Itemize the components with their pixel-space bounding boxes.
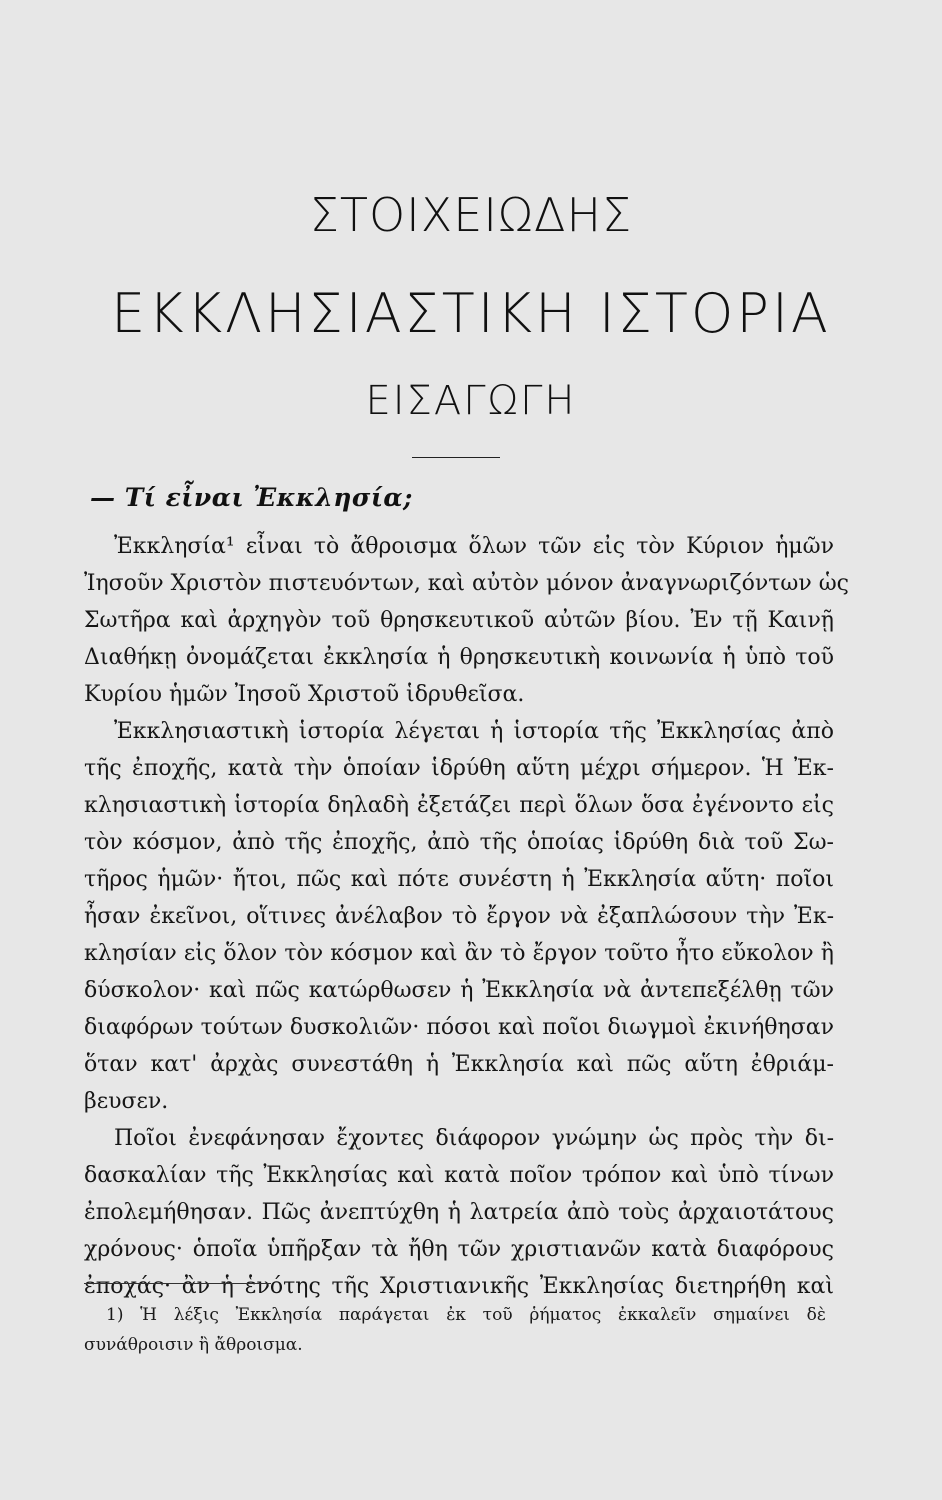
body-line: Ἰησοῦν Χριστὸν πιστευόντων, καὶ αὐτὸν μόνον ἀναγνωριζόντων ὡς — [84, 571, 849, 596]
body-line: Ποῖοι ἐνεφάνησαν ἔχοντες διάφορον γνώμην ὡς πρὸς τὴν δι- — [114, 1126, 834, 1151]
body-line: Σωτῆρα καὶ ἀρχηγὸν τοῦ θρησκευτικοῦ αὐτῶν βίου. Ἐν τῇ Καινῇ — [84, 608, 834, 633]
question-heading: — Τί εἶναι Ἐκκλησία; — [90, 483, 413, 512]
title-line-1: ΣΤΟΙΧΕΙΩΔΗΣ — [309, 188, 633, 242]
body-line: δασκαλίαν τῆς Ἐκκλησίας καὶ κατὰ ποῖον τρόπον καὶ ὑπὸ τίνων — [84, 1163, 834, 1188]
body-line: τῆρος ἡμῶν· ἤτοι, πῶς καὶ πότε συνέστη ἡ Ἐκκλησία αὕτη· ποῖοι — [84, 867, 834, 892]
body-line: Κυρίου ἡμῶν Ἰησοῦ Χριστοῦ ἱδρυθεῖσα. — [84, 682, 525, 707]
body-line: ἐπολεμήθησαν. Πῶς ἀνεπτύχθη ἡ λατρεία ἀπὸ τοὺς ἀρχαιοτάτους — [84, 1200, 834, 1225]
body-line: δύσκολον· καὶ πῶς κατώρθωσεν ἡ Ἐκκλησία νὰ ἀντεπεξέλθῃ τῶν — [84, 978, 834, 1003]
body-line: κλησίαν εἰς ὅλον τὸν κόσμον καὶ ἂν τὸ ἔργον τοῦτο ἦτο εὔκολον ἢ — [84, 941, 834, 966]
body-line: ἐποχάς· ἂν ἡ ἑνότης τῆς Χριστιανικῆς Ἐκκλησίας διετηρήθη καὶ — [84, 1274, 834, 1299]
body-line: ἦσαν ἐκεῖνοι, οἵτινες ἀνέλαβον τὸ ἔργον νὰ ἐξαπλώσουν τὴν Ἐκ- — [84, 904, 834, 929]
title-line-2: ΕΚΚΛΗΣΙΑΣΤΙΚΗ ΙΣΤΟΡΙΑ — [111, 282, 831, 345]
title-divider — [412, 457, 500, 458]
footnote-line: συνάθροισιν ἢ ἄθροισμα. — [84, 1335, 303, 1355]
body-line: βευσεν. — [84, 1089, 169, 1114]
body-line: διαφόρων τούτων δυσκολιῶν· πόσοι καὶ ποῖοι διωγμοὶ ἐκινήθησαν — [84, 1015, 834, 1040]
section-heading: ΕΙΣΑΓΩΓΗ — [365, 378, 577, 424]
body-line: ὅταν κατ' ἀρχὰς συνεστάθη ἡ Ἐκκλησία καὶ πῶς αὕτη ἐθριάμ- — [84, 1052, 834, 1077]
footnote-line: 1) Ἡ λέξις Ἐκκλησία παράγεται ἐκ τοῦ ῥήματος ἐκκαλεῖν σημαίνει δὲ — [106, 1305, 826, 1325]
body-line: τῆς ἐποχῆς, κατὰ τὴν ὁποίαν ἱδρύθη αὕτη μέχρι σήμερον. Ἡ Ἐκ- — [84, 756, 834, 781]
body-line: Ἐκκλησία¹ εἶναι τὸ ἄθροισμα ὅλων τῶν εἰς τὸν Κύριον ἡμῶν — [114, 534, 834, 559]
body-line: κλησιαστικὴ ἱστορία δηλαδὴ ἐξετάζει περὶ ὅλων ὅσα ἐγένοντο εἰς — [84, 793, 834, 818]
body-line: χρόνους· ὁποῖα ὑπῆρξαν τὰ ἤθη τῶν χριστιανῶν κατὰ διαφόρους — [84, 1237, 834, 1262]
footnote-divider — [84, 1283, 271, 1284]
body-line: Ἐκκλησιαστικὴ ἱστορία λέγεται ἡ ἱστορία τῆς Ἐκκλησίας ἀπὸ — [114, 719, 834, 744]
body-line: Διαθήκῃ ὀνομάζεται ἐκκλησία ἡ θρησκευτικὴ κοινωνία ἡ ὑπὸ τοῦ — [84, 645, 834, 670]
body-line: τὸν κόσμον, ἀπὸ τῆς ἐποχῆς, ἀπὸ τῆς ὁποίας ἱδρύθη διὰ τοῦ Σω- — [84, 830, 834, 855]
